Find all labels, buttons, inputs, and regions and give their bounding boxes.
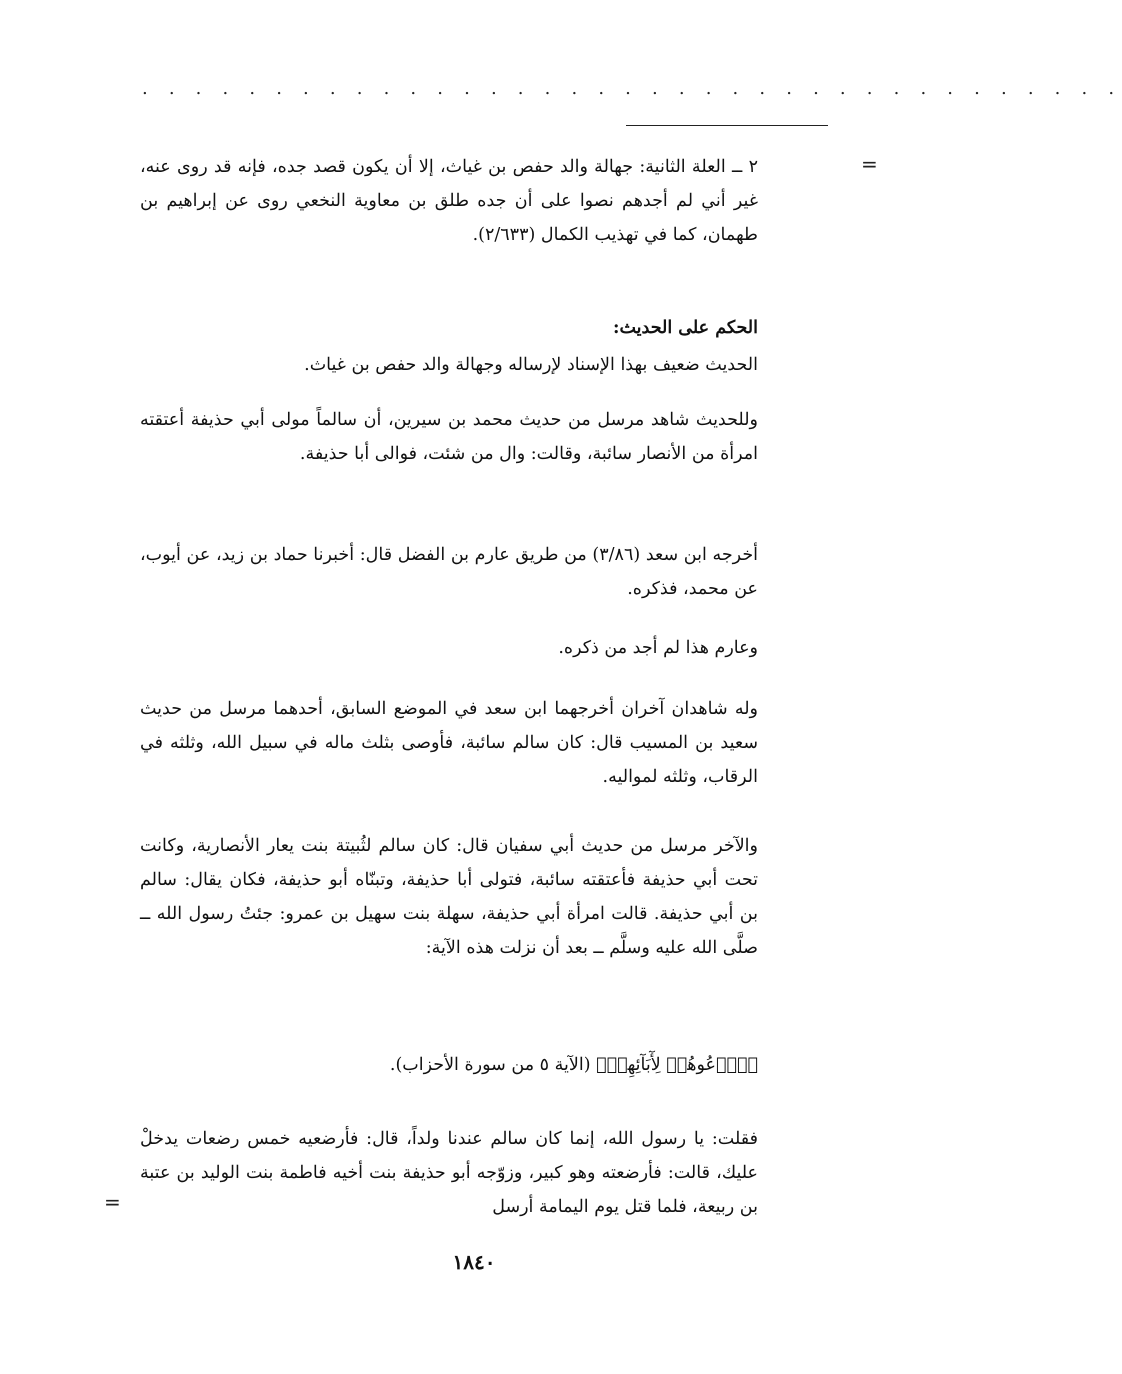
- continuation-marker-bottom: =: [104, 1190, 121, 1214]
- page-number: ١٨٤٠: [452, 1250, 496, 1274]
- paragraph-breastfeeding-story: فقلت: يا رسول الله، إنما كان سالم عندنا ولداً، قال: فأرضعيه خمس رضعات يدخلْ عليك، قالت: فأرضعته وهو كبير، وزوّجه أبو حذيفة بنت أخيه فاطمة بنت الوليد بن عتبة بن ربيعة، فلما قتل يوم اليمامة أرسل: [140, 1129, 758, 1217]
- paragraph-ibn-saad-source: أخرجه ابن سعد (٣/٨٦) من طريق عارم بن الفضل قال: أخبرنا حماد بن زيد، عن أيوب، عن محمد، فذكره.: [140, 545, 759, 599]
- paragraph-abu-sufyan: والآخر مرسل من حديث أبي سفيان قال: كان سالم لثُبيتة بنت يعار الأنصارية، وكانت تحت أبي حذيفة فأعتقته سائبة، فتولى أبا حذيفة، وتبنّاه أبو حذيفة، فكان يقال: سالم بن أبي حذيفة. قالت امرأة أبي حذيفة، سهلة بنت سهيل بن عمرو: جئتُ رسول الله ــ صلَّى الله عليه وسلَّم ــ بعد أن نزلت هذه الآية:: [140, 836, 758, 958]
- continuation-marker-top: =: [861, 152, 878, 176]
- paragraph-ruling: الحديث ضعيف بهذا الإسناد لإرساله وجهالة والد حفص بن غياث.: [304, 355, 758, 375]
- paragraph-two-witnesses: وله شاهدان آخران أخرجهما ابن سعد في الموضع السابق، أحدهما مرسل من حديث سعيد بن المسيب قال: كان سالم سائبة، فأوصى بثلث ماله في سبيل الله، وثلثه في الرقاب، وثلثه لمواليه.: [140, 699, 758, 787]
- footnote-separator-rule: [626, 125, 828, 126]
- quran-verse-citation: ﴿ٱدۡعُوهُمۡ لِأٓبَآئِهِمۡ﴾ (الآية ٥ من سورة الأحزاب).: [389, 1055, 758, 1075]
- dot-leader: . . . . . . . . . . . . . . . . . . . . . . . . . . . . . . . . . . . . .: [142, 78, 1122, 99]
- footnote-text: ٢ ــ العلة الثانية: جهالة والد حفص بن غياث، إلا أن يكون قصد جده، فإنه قد روى عنه، غير أني لم أجدهم نصوا على أن جده طلق بن معاوية النخعي روى عن إبراهيم بن طهمان، كما في تهذيب الكمال (٢/٦٣٣).: [140, 157, 758, 245]
- paragraph-witness-ibn-sirin: وللحديث شاهد مرسل من حديث محمد بن سيرين، أن سالماً مولى أبي حذيفة أعتقته امرأة من الأنصار سائبة، وقالت: وال من شئت، فوالى أبا حذيفة.: [140, 410, 758, 464]
- section-heading: الحكم على الحديث:: [613, 318, 758, 338]
- paragraph-arim-note: وعارم هذا لم أجد من ذكره.: [558, 638, 758, 658]
